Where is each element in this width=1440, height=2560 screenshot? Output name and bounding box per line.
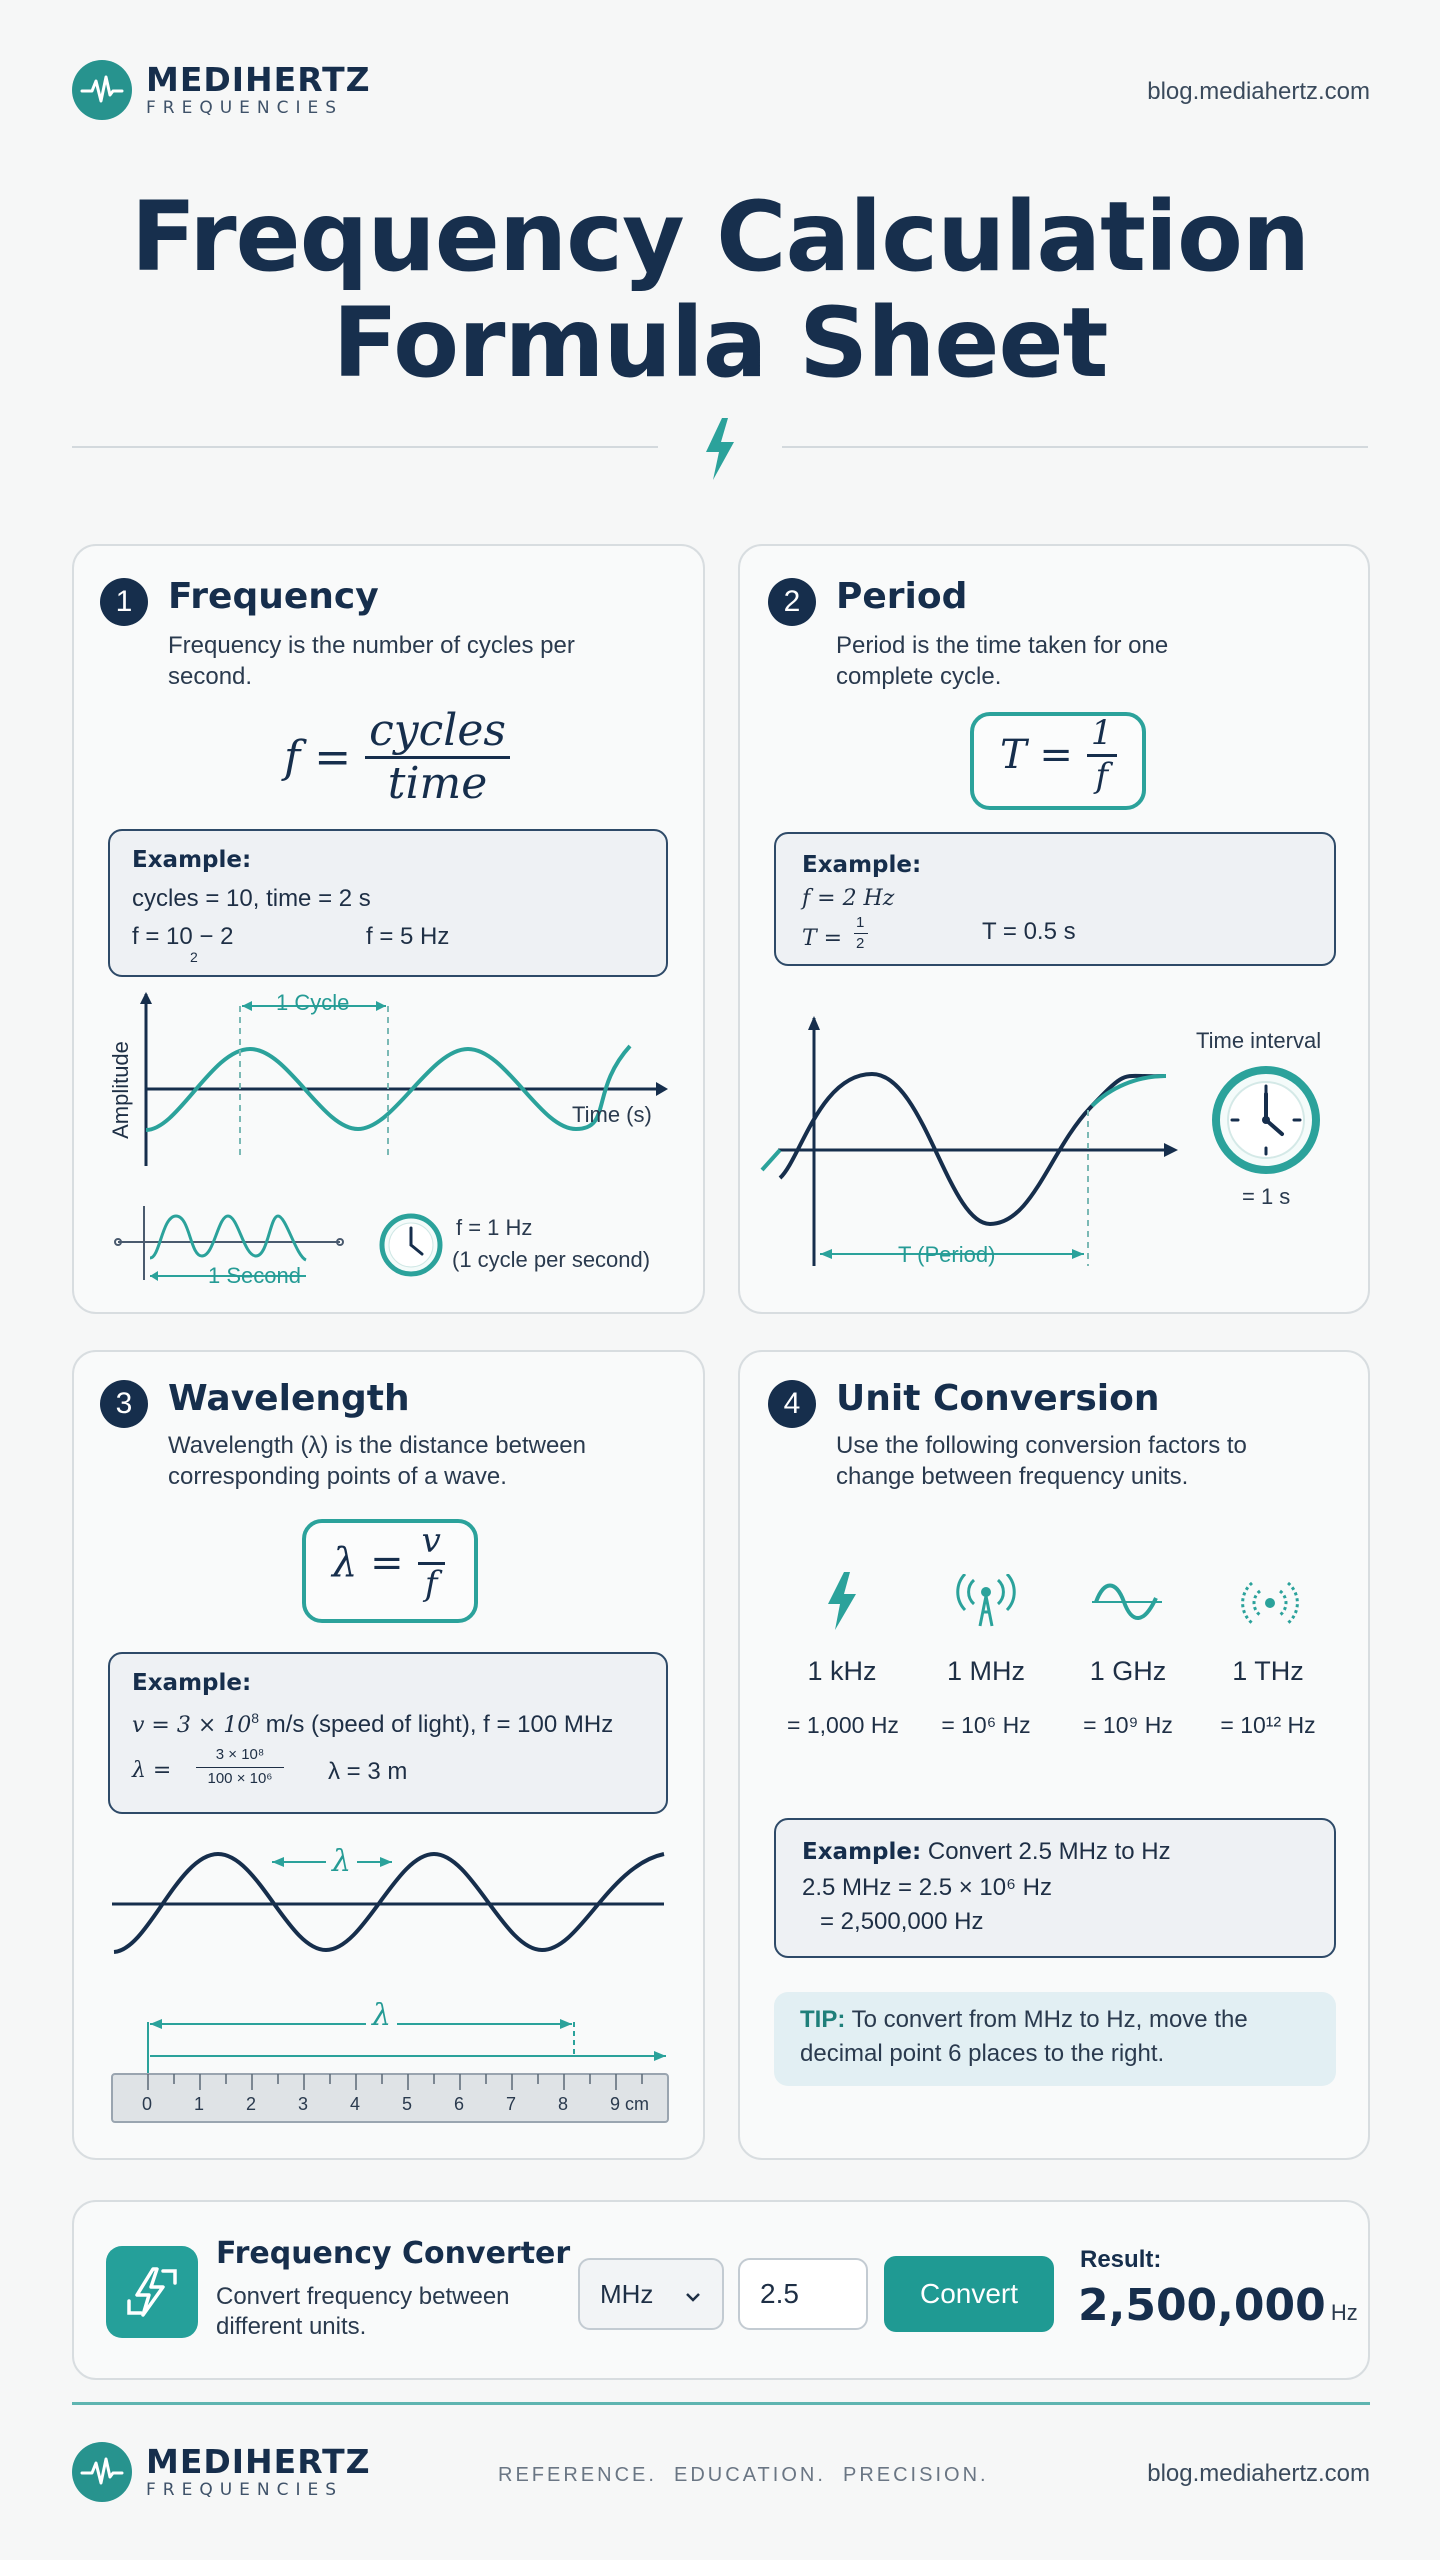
formula-fraction xyxy=(418,1521,445,1604)
converter-title: Frequency Converter xyxy=(216,2236,571,2271)
one-hz-note: (1 cycle per second) xyxy=(452,1247,651,1272)
example-box-period xyxy=(774,832,1336,966)
formula-lhs: f = xyxy=(284,732,352,784)
logo-wave-icon xyxy=(72,60,132,120)
tip-line: decimal point 6 places to the right. xyxy=(800,2040,1165,2067)
card-number-2: 2 xyxy=(768,578,816,626)
logo-wave-icon xyxy=(72,2442,132,2502)
formula-denominator: f xyxy=(424,1563,438,1604)
result-value-line xyxy=(1078,2280,1358,2331)
tip-line xyxy=(800,2006,1248,2034)
bolt-icon xyxy=(702,418,738,484)
unit-name-thz: 1 THz xyxy=(1232,1656,1304,1686)
formula-numerator: 1 xyxy=(1087,716,1117,757)
footer-divider xyxy=(72,2402,1370,2405)
clock-icon xyxy=(1210,1064,1322,1180)
ruler-tick-label: 1 xyxy=(194,2094,205,2114)
desc-line: Wavelength (λ) is the distance between xyxy=(168,1432,586,1459)
desc-line: Period is the time taken for one xyxy=(836,632,1169,659)
example-fraction-den: 2 xyxy=(856,935,865,952)
formula-numerator: cycles xyxy=(365,708,510,759)
example-subscript: 2 xyxy=(190,949,198,965)
ruler-tick-label: 5 xyxy=(402,2094,413,2114)
example-fraction-num: 1 xyxy=(856,914,865,931)
ruler-tick-label: 7 xyxy=(506,2094,517,2114)
example-text: Convert 2.5 MHz to Hz xyxy=(921,1838,1171,1865)
example-line: = 2,500,000 Hz xyxy=(820,1908,984,1935)
period-wave-graph xyxy=(760,1010,1190,1280)
card-title-conversion: Unit Conversion xyxy=(836,1378,1160,1419)
formula-frequency xyxy=(284,705,510,810)
example-result: f = 5 Hz xyxy=(366,923,450,950)
converter-desc-line: different units. xyxy=(216,2313,367,2340)
desc-line: corresponding points of a wave. xyxy=(168,1463,507,1490)
card-title-period: Period xyxy=(836,576,968,617)
lambda-label: λ xyxy=(326,1844,357,1879)
ruler-tick-label: 0 xyxy=(142,2094,153,2114)
unit-select-value: MHz xyxy=(600,2278,654,2309)
ruler-lambda-label: λ xyxy=(366,1998,397,2033)
tip-box xyxy=(774,1992,1336,2086)
brand-tagline: FREQUENCIES xyxy=(146,98,344,118)
footer-site-url[interactable]: blog.mediahertz.com xyxy=(1147,2460,1370,2487)
example-text: v = 3 × 10 xyxy=(132,1713,252,1738)
example-line: 2.5 MHz = 2.5 × 10⁶ Hz xyxy=(802,1874,1052,1901)
time-axis-label: Time (s) xyxy=(572,1102,652,1127)
tip-text: To convert from MHz to Hz, move the xyxy=(845,2006,1248,2033)
card-title-wavelength: Wavelength xyxy=(168,1378,410,1419)
example-line: λ = xyxy=(132,1758,172,1783)
card-desc-wavelength xyxy=(168,1430,586,1492)
example-label: Example: xyxy=(802,1839,922,1865)
desc-line: Frequency is the number of cycles per xyxy=(168,632,575,659)
formula-numerator: v xyxy=(418,1524,445,1565)
brand-name: MEDIHERTZ xyxy=(146,2442,371,2481)
card-number-1: 1 xyxy=(100,578,148,626)
footer-logo[interactable] xyxy=(72,2442,371,2502)
example-label: Example: xyxy=(802,852,922,878)
example-label: Example: xyxy=(132,847,252,873)
header-logo[interactable] xyxy=(72,60,371,120)
brand-name: MEDIHERTZ xyxy=(146,60,371,99)
example-result: λ = 3 m xyxy=(328,1758,408,1785)
example-fraction-bar xyxy=(854,933,868,934)
result-label: Result: xyxy=(1080,2246,1162,2273)
unit-name-mhz: 1 MHz xyxy=(946,1656,1025,1686)
title-divider-right xyxy=(782,446,1368,448)
unit-value-mhz: = 10⁶ Hz xyxy=(941,1712,1031,1738)
antenna-icon xyxy=(954,1574,1018,1632)
ruler-tick-label: 9 cm xyxy=(610,2094,650,2114)
example-superscript: 8 xyxy=(251,1710,260,1726)
card-number-4: 4 xyxy=(768,1380,816,1428)
card-title-frequency: Frequency xyxy=(168,576,379,617)
example-line: cycles = 10, time = 2 s xyxy=(132,885,371,912)
converter-desc xyxy=(216,2282,510,2342)
wavelength-wave-graph xyxy=(108,1830,678,1970)
brand-tagline: FREQUENCIES xyxy=(146,2480,344,2500)
example-fraction-bar xyxy=(196,1767,284,1768)
unit-select[interactable] xyxy=(578,2258,724,2330)
ruler-tick-label: 4 xyxy=(350,2094,361,2114)
example-box-wavelength xyxy=(108,1652,668,1814)
formula-denominator: f xyxy=(1095,755,1109,796)
svg-text:Amplitude: Amplitude xyxy=(108,1041,133,1139)
example-box-frequency xyxy=(108,829,668,977)
footer-slogan: REFERENCE. EDUCATION. PRECISION. xyxy=(498,2464,989,2486)
signal-icon xyxy=(1240,1578,1300,1632)
card-desc-conversion xyxy=(836,1430,1247,1492)
page-title-line2: Formula Sheet xyxy=(332,287,1108,399)
one-hz-label: f = 1 Hz xyxy=(456,1215,533,1240)
unit-name-ghz: 1 GHz xyxy=(1089,1656,1167,1686)
formula-fraction xyxy=(1087,713,1117,796)
period-label: T (Period) xyxy=(898,1242,996,1267)
unit-value-thz: = 10¹² Hz xyxy=(1220,1712,1316,1738)
example-label: Example: xyxy=(132,1670,252,1696)
unit-value-ghz: = 10⁹ Hz xyxy=(1083,1712,1173,1738)
unit-value-khz: = 1,000 Hz xyxy=(787,1712,899,1738)
formula-wavelength xyxy=(332,1521,445,1604)
frequency-value-input[interactable]: 2.5 xyxy=(738,2258,868,2330)
amplitude-axis-label xyxy=(108,1041,133,1139)
frequency-wave-graph xyxy=(100,990,680,1170)
ruler-tick-label: 8 xyxy=(558,2094,569,2114)
unit-name-khz: 1 kHz xyxy=(807,1656,877,1686)
example-box-conversion xyxy=(774,1818,1336,1958)
example-fraction-num: 3 × 10⁸ xyxy=(215,1746,265,1763)
cycle-label: 1 Cycle xyxy=(276,990,350,1015)
example-text: m/s (speed of light), f = 100 MHz xyxy=(259,1711,614,1738)
card-desc-frequency xyxy=(168,630,575,692)
chevron-down-icon xyxy=(684,2279,702,2310)
time-interval-label: Time interval xyxy=(1196,1028,1322,1053)
bolt-icon xyxy=(824,1572,860,1634)
formula-denominator: time xyxy=(387,758,488,810)
example-fraction-den: 100 × 10⁶ xyxy=(207,1770,273,1787)
desc-line: complete cycle. xyxy=(836,663,1002,690)
desc-line: second. xyxy=(168,663,253,690)
clock-icon xyxy=(378,1212,444,1282)
ruler-labels xyxy=(110,2094,670,2118)
site-url[interactable]: blog.mediahertz.com xyxy=(1147,78,1370,105)
example-line xyxy=(132,1710,613,1739)
sine-wave-icon xyxy=(1090,1582,1164,1626)
example-line: T = xyxy=(802,926,843,951)
example-header xyxy=(802,1838,1171,1866)
result-value: 2,500,000 xyxy=(1078,2280,1326,2331)
tip-label: TIP: xyxy=(800,2006,846,2033)
title-divider-left xyxy=(72,446,658,448)
one-second-label: 1 Second xyxy=(208,1263,301,1288)
convert-button[interactable]: Convert xyxy=(884,2256,1054,2332)
result-unit: Hz xyxy=(1330,2300,1358,2325)
card-desc-period xyxy=(836,630,1168,692)
card-number-3: 3 xyxy=(100,1380,148,1428)
page-title xyxy=(0,181,1440,399)
formula-lhs: λ = xyxy=(332,1540,404,1587)
converter-bolt-icon xyxy=(106,2246,198,2338)
desc-line: change between frequency units. xyxy=(836,1463,1189,1490)
example-line: f = 2 Hz xyxy=(802,886,895,911)
formula-lhs: T = xyxy=(1000,732,1073,779)
ruler-tick-label: 3 xyxy=(298,2094,309,2114)
page-title-line1: Frequency Calculation xyxy=(130,181,1310,293)
formula-fraction xyxy=(365,705,510,810)
ruler-tick-label: 2 xyxy=(246,2094,257,2114)
desc-line: Use the following conversion factors to xyxy=(836,1432,1247,1459)
example-result: T = 0.5 s xyxy=(982,918,1076,945)
formula-period xyxy=(1000,713,1117,796)
example-line: f = 10 − 2 xyxy=(132,923,234,950)
converter-desc-line: Convert frequency between xyxy=(216,2283,510,2310)
interval-value: = 1 s xyxy=(1242,1184,1291,1209)
ruler-tick-label: 6 xyxy=(454,2094,465,2114)
